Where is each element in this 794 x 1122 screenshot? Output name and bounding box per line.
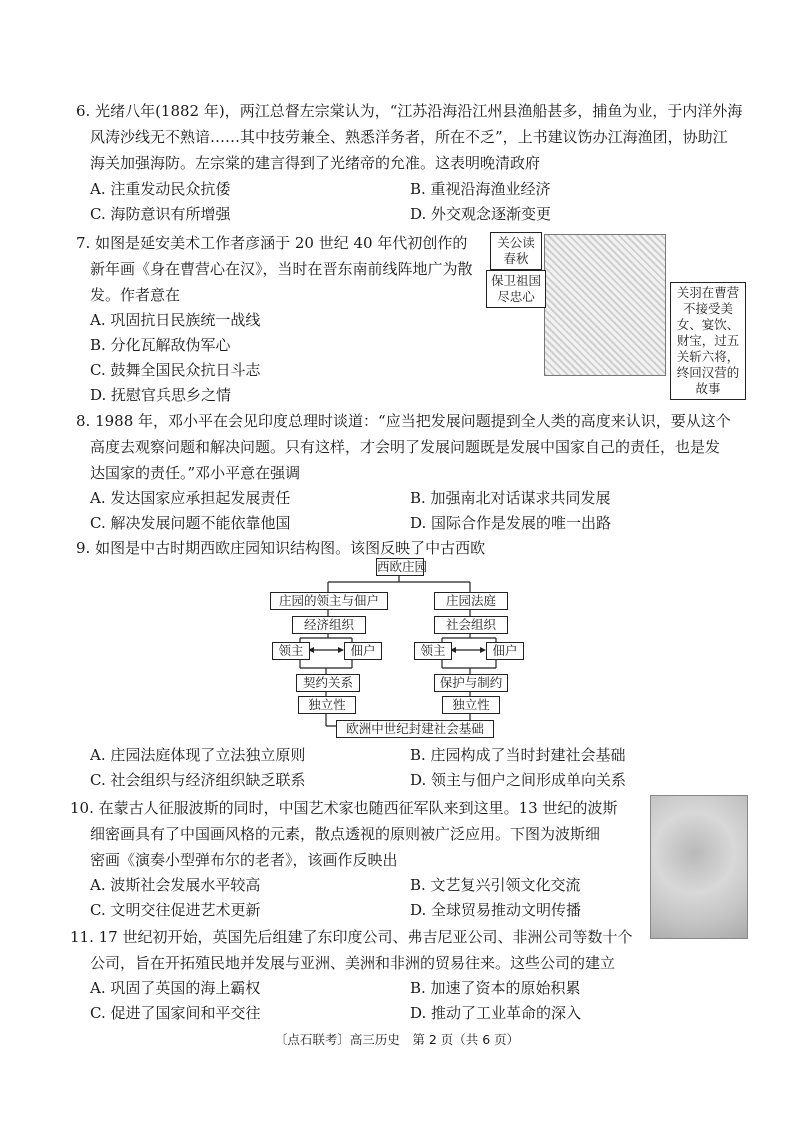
q9-manor-structure-diagram — [268, 556, 530, 742]
q9-node-right-lord: 领主 — [414, 642, 452, 660]
q10-option-c: C. 文明交往促进艺术更新 — [90, 901, 261, 919]
q9-option-a: A. 庄园法庭体现了立法独立原则 — [90, 746, 306, 764]
q9-node-social-org: 社会组织 — [434, 616, 508, 634]
q10-option-a: A. 波斯社会发展水平较高 — [90, 876, 261, 894]
q9-node-economic-org: 经济组织 — [292, 616, 366, 634]
q11-option-c: C. 促进了国家间和平交往 — [90, 1004, 261, 1022]
q8-option-d: D. 国际合作是发展的唯一出路 — [410, 514, 612, 532]
q9-node-lord-tenant: 庄园的领主与佃户 — [270, 592, 388, 610]
q7-stem-line1: 7. 如图是延安美术工作者彦涵于 20 世纪 40 年代初创作的 — [76, 234, 468, 252]
q9-option-d: D. 领主与佃户之间形成单向关系 — [410, 771, 627, 789]
q8-option-b: B. 加强南北对话谋求共同发展 — [410, 489, 611, 507]
q7-painting-illustration — [544, 234, 666, 376]
q10-stem-line2: 细密画具有了中国画风格的元素，散点透视的原则被广泛应用。下图为波斯细 — [90, 825, 601, 843]
q8-option-a: A. 发达国家应承担起发展责任 — [90, 489, 291, 507]
q9-node-protection: 保护与制约 — [434, 674, 508, 692]
q8-stem-line2: 高度去观察问题和解决问题。只有这样，才会明了发展问题既是发展中国家自己的责任，也是发 — [90, 438, 721, 456]
q11-stem-line2: 公司，旨在开拓殖民地并发展与亚洲、美洲和非洲的贸易往来。这些公司的建立 — [90, 954, 616, 972]
q10-option-d: D. 全球贸易推动文明传播 — [410, 901, 582, 919]
q6-option-d: D. 外交观念逐渐变更 — [410, 205, 552, 223]
q11-option-b: B. 加速了资本的原始积累 — [410, 979, 581, 997]
q7-option-b: B. 分化瓦解敌伪军心 — [90, 336, 231, 354]
q9-node-manor: 西欧庄园 — [377, 559, 428, 574]
q7-option-a: A. 巩固抗日民族统一战线 — [90, 311, 261, 329]
q9-node-left-tenant: 佃户 — [344, 642, 382, 660]
q6-stem-line3: 海关加强海防。左宗棠的建言得到了光绪帝的允准。这表明晚清政府 — [90, 154, 541, 172]
q11-option-a: A. 巩固了英国的海上霸权 — [90, 979, 261, 997]
q8-stem-line1: 8. 1988 年，邓小平在会见印度总理时谈道：“应当把发展问题提到全人类的高度来认识，要从这个 — [76, 412, 731, 430]
q11-option-d: D. 推动了工业革命的深入 — [410, 1004, 582, 1022]
q6-stem-line1: 6. 光绪八年(1882 年)，两江总督左宗棠认为，“江苏沿海沿江州县渔船甚多，捕鱼为业，于内洋外海 — [76, 102, 743, 120]
q9-node-manor-court: 庄园法庭 — [434, 592, 508, 610]
q6-option-a: A. 注重发动民众抗倭 — [90, 180, 231, 198]
q9-node-left-lord: 领主 — [272, 642, 310, 660]
q9-node-right-tenant: 佃户 — [486, 642, 524, 660]
q7-caption-box-1: 关公读春秋 — [490, 232, 542, 270]
q9-node-feudal-foundation: 欧洲中世纪封建社会基础 — [336, 720, 494, 738]
q8-stem-line3: 达国家的责任。”邓小平意在强调 — [90, 464, 301, 482]
q10-persian-miniature-painting — [650, 795, 748, 939]
q7-stem-line3: 发。作者意在 — [90, 286, 181, 304]
q11-stem-line1: 11. 17 世纪初开始，英国先后组建了东印度公司、弗吉尼亚公司、非洲公司等数十个 — [70, 928, 633, 946]
q9-node-right-independence: 独立性 — [442, 696, 500, 714]
q8-option-c: C. 解决发展问题不能依靠他国 — [90, 514, 291, 532]
q7-stem-line2: 新年画《身在曹营心在汉》，当时在晋东南前线阵地广为散 — [90, 260, 473, 278]
q7-option-c: C. 鼓舞全国民众抗日斗志 — [90, 361, 261, 379]
q7-option-d: D. 抚慰官兵思乡之情 — [90, 386, 232, 404]
q6-option-b: B. 重视沿海渔业经济 — [410, 180, 551, 198]
q10-option-b: B. 文艺复兴引领文化交流 — [410, 876, 581, 894]
q10-stem-line1: 10. 在蒙古人征服波斯的同时，中国艺术家也随西征军队来到这里。13 世纪的波斯 — [70, 799, 618, 817]
q10-stem-line3: 密画《演奏小型弹布尔的老者》，该画作反映出 — [90, 851, 398, 869]
q6-stem-line2: 风涛沙线无不熟谙……其中技劳兼全、熟悉洋务者，所在不乏”，上书建议饬办江海渔团，协助江 — [90, 128, 728, 146]
q9-node-contract: 契约关系 — [296, 674, 360, 692]
q9-stem-line1: 9. 如图是中古时期西欧庄园知识结构图。该图反映了中古西欧 — [76, 539, 486, 557]
q9-node-left-independence: 独立性 — [298, 696, 356, 714]
q9-option-c: C. 社会组织与经济组织缺乏联系 — [90, 771, 306, 789]
q6-option-c: C. 海防意识有所增强 — [90, 205, 231, 223]
q9-option-b: B. 庄园构成了当时封建社会基础 — [410, 746, 626, 764]
q7-caption-box-3: 关羽在曹营不接受美女、宴饮、财宝，过五关斩六将，终回汉营的故事 — [670, 282, 746, 400]
page-footer: 〔点石联考〕高三历史 第 2 页（共 6 页） — [274, 1032, 520, 1047]
q7-new-year-painting — [484, 230, 746, 396]
q7-caption-box-2: 保卫祖国尽忠心 — [486, 270, 546, 308]
